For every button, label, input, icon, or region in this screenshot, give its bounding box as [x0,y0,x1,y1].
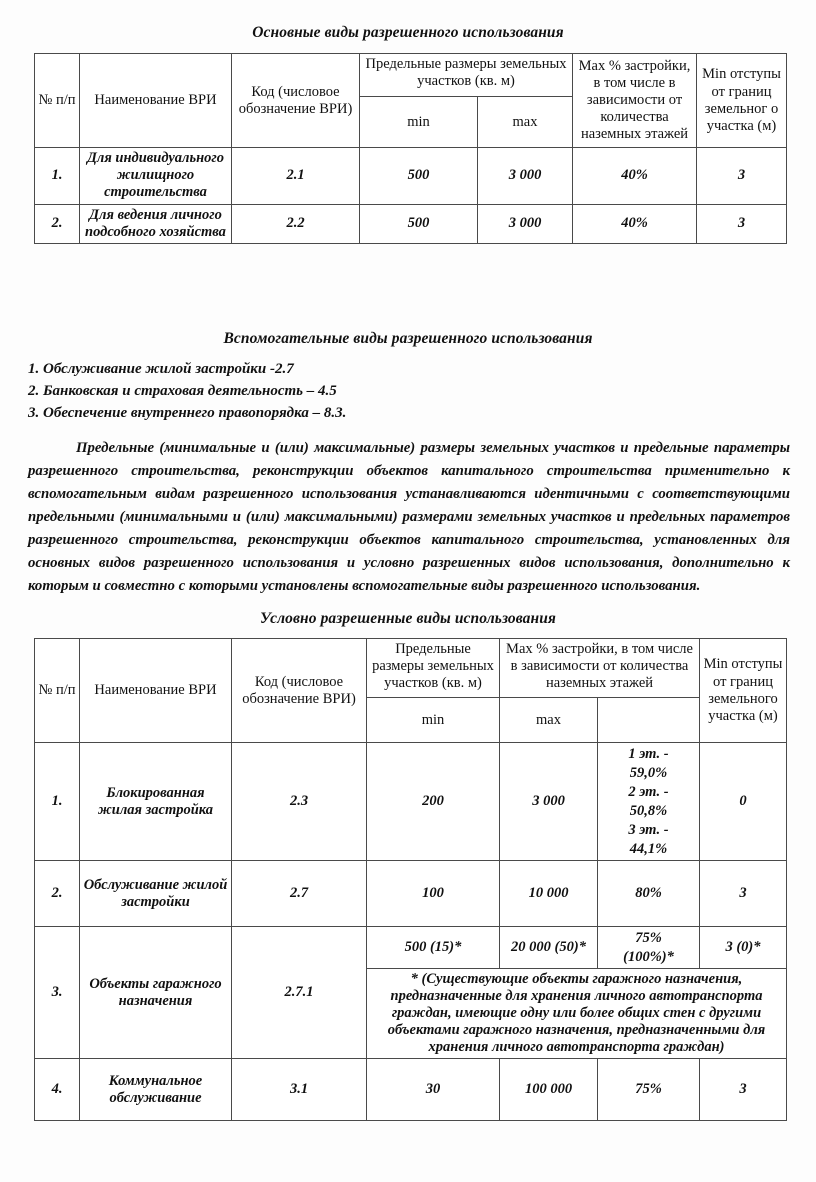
cell-code: 2.7 [232,861,367,927]
header-max: max [478,97,573,148]
header-name: Наименование ВРИ [80,54,232,148]
cell-name: Коммунальное обслуживание [80,1059,232,1121]
table-main-permitted-uses [34,53,787,244]
cell-max: 3 000 [500,743,598,861]
cell-max-percent [598,927,700,968]
table-main-header-row-1 [35,54,787,97]
table-row [35,743,787,861]
cell-no: 3. [35,927,80,1059]
cell-code: 2.7.1 [232,927,367,1059]
cell-max-percent [598,743,700,861]
cell-code: 2.2 [232,204,360,243]
cell-max-percent: 40% [573,204,697,243]
pct-line: 44,1% [629,840,668,857]
cell-code: 2.1 [232,148,360,204]
cell-max: 10 000 [500,861,598,927]
table-row [35,148,787,204]
cell-min: 500 (15)* [367,927,500,968]
header-min-offset: Min отступы от границ земельног о участка (м) [697,54,787,148]
cell-max: 20 000 (50)* [500,927,598,968]
list-item: 2. Банковская и страховая деятельность – 4.5 [28,383,337,400]
table-cond-header-row-1 [35,639,787,698]
header-max-percent-group: Max % застройки, в том числе в зависимости от количества наземных этажей [500,639,700,698]
section-title-auxiliary: Вспомогательные виды разрешенного использования [223,330,593,347]
section-title-main: Основные виды разрешенного использования [252,24,564,41]
cell-name: Для ведения личного подсобного хозяйства [80,204,232,243]
header-size-group: Предельные размеры земельных участков (кв. м) [360,54,573,97]
auxiliary-uses-list [28,358,628,425]
cell-min-offset: 3 [700,1059,787,1121]
cell-min-offset: 3 [700,861,787,927]
pct-line: 2 эт. - [628,784,669,801]
cell-name: Блокированная жилая застройка [80,743,232,861]
cell-max-percent: 75% [598,1059,700,1121]
pct-line: 3 эт. - [628,821,669,838]
header-code: Код (числовое обозначение ВРИ) [232,54,360,148]
cell-garage-footnote: * (Существующие объекты гаражного назначения, предназначенные для хранения личного автотранспорта граждан, имеющие одну или более общих стен с другими объектами гаражного назначения, предназначенными для хранения личного автотранспорта граждан) [367,968,787,1059]
cell-min-offset: 3 (0)* [700,927,787,968]
table-row [35,861,787,927]
section-title-conditional: Условно разрешенные виды использования [259,610,557,627]
cell-min: 30 [367,1059,500,1121]
cell-min-offset: 3 [697,148,787,204]
table-row [35,1059,787,1121]
table-row [35,927,787,968]
cell-name: Объекты гаражного назначения [80,927,232,1059]
cell-name: Обслуживание жилой застройки [80,861,232,927]
list-item: 1. Обслуживание жилой застройки -2.7 [28,361,294,377]
header-min-offset: Min отступы от границ земельного участка (м) [700,639,787,743]
cell-min: 100 [367,861,500,927]
cell-max: 3 000 [478,148,573,204]
header-size-group: Предельные размеры земельных участков (кв. м) [367,639,500,698]
header-pct-blank [598,698,700,743]
pct-line: (100%)* [623,948,674,965]
pct-line: 75% [635,930,662,947]
cell-min: 500 [360,148,478,204]
cell-no: 1. [35,148,80,204]
cell-no: 1. [35,743,80,861]
header-min: min [367,698,500,743]
header-name: Наименование ВРИ [80,639,232,743]
header-max: max [500,698,598,743]
cell-max: 100 000 [500,1059,598,1121]
cell-max: 3 000 [478,204,573,243]
cell-min-offset: 3 [697,204,787,243]
paragraph-limits: Предельные (минимальные и (или) максимальные) размеры земельных участков и предельные параметры разрешенного строительства, реконструкции объектов капитального строительства применительно к вспомогательным видам разрешенного использования устанавливаются идентичными с соответствующими предельными (минимальными и (или) максимальными) размерами земельных участков и предельных параметров разрешенного строительства, реконструкции объектов капитального строительства, установленных для основных видов разрешенного использования и условно разрешенных видов использования, дополнительно к которым и совместно с которыми установлены вспомогательные виды разрешенного использования. [28,440,790,594]
pct-line: 50,8% [629,802,668,819]
pct-line: 1 эт. - [628,746,669,763]
list-item: 3. Обеспечение внутреннего правопорядка – 8.3. [28,405,347,422]
cell-no: 2. [35,204,80,243]
cell-code: 2.3 [232,743,367,861]
cell-min: 200 [367,743,500,861]
cell-no: 2. [35,861,80,927]
cell-min-offset: 0 [700,743,787,861]
header-max-percent: Max % застройки, в том числе в зависимости от количества наземных этажей [573,54,697,148]
cell-code: 3.1 [232,1059,367,1121]
cell-max-percent: 40% [573,148,697,204]
header-code: Код (числовое обозначение ВРИ) [232,639,367,743]
pct-line: 59,0% [629,765,668,782]
header-min: min [360,97,478,148]
cell-name: Для индивидуального жилищного строительства [80,148,232,204]
table-conditional-uses [34,638,787,1121]
cell-no: 4. [35,1059,80,1121]
header-no: № п/п [35,639,80,743]
cell-max-percent: 80% [598,861,700,927]
cell-min: 500 [360,204,478,243]
header-no: № п/п [35,54,80,148]
table-row [35,204,787,243]
